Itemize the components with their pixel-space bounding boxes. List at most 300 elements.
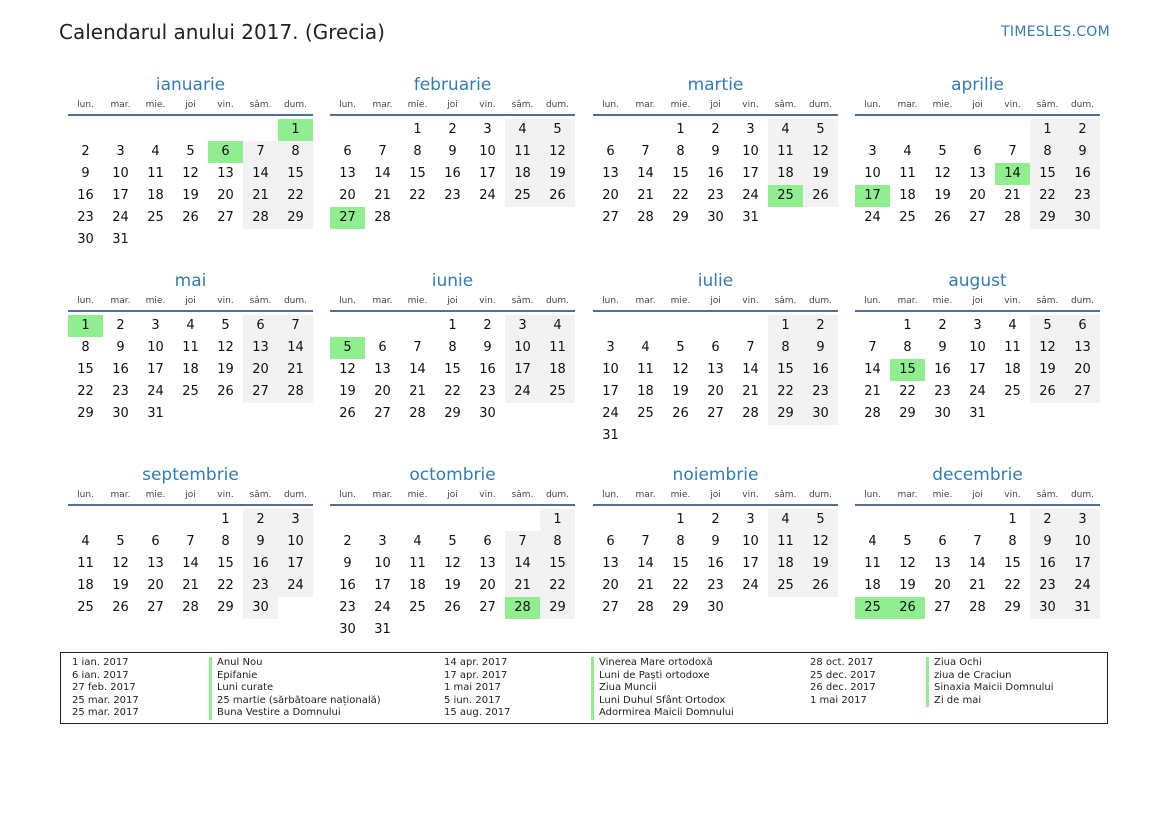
day-cell: 13 bbox=[339, 166, 356, 181]
weekday-label: vin. bbox=[479, 100, 496, 110]
day-cell: 6 bbox=[973, 144, 982, 159]
empty-cell bbox=[243, 119, 278, 141]
weekday-label: lun. bbox=[864, 100, 881, 110]
weekday-label: sâm. bbox=[1036, 100, 1059, 110]
day-cell: 22 bbox=[1004, 578, 1021, 593]
holiday-cell: 26 bbox=[890, 597, 925, 619]
weekday-label: lun. bbox=[339, 100, 356, 110]
day-cell: 25 bbox=[637, 406, 654, 421]
month-name: martie bbox=[687, 75, 744, 95]
day-cell: 15 bbox=[540, 553, 575, 575]
empty-cell bbox=[593, 119, 628, 141]
empty-cell bbox=[68, 509, 103, 531]
empty-cell bbox=[365, 119, 400, 141]
day-cell: 21 bbox=[1004, 188, 1021, 203]
weekday-label: vin. bbox=[742, 296, 759, 306]
empty-cell bbox=[628, 119, 663, 141]
day-grid bbox=[593, 116, 838, 229]
weekday-label: mar. bbox=[110, 490, 131, 500]
month-martie bbox=[593, 72, 838, 229]
day-cell: 10 bbox=[479, 144, 496, 159]
day-cell: 15 bbox=[768, 359, 803, 381]
day-cell: 16 bbox=[479, 362, 496, 377]
day-cell: 21 bbox=[969, 578, 986, 593]
day-cell: 12 bbox=[1030, 337, 1065, 359]
legend-holiday-name: Sinaxia Maicii Domnului bbox=[926, 682, 1054, 695]
day-cell: 4 bbox=[641, 340, 650, 355]
day-cell: 20 bbox=[243, 359, 278, 381]
empty-cell bbox=[365, 509, 400, 531]
weekday-label: sâm. bbox=[774, 490, 797, 500]
day-grid bbox=[855, 116, 1100, 229]
weekday-label: dum. bbox=[283, 296, 308, 306]
day-cell: 29 bbox=[672, 600, 689, 615]
day-cell: 11 bbox=[505, 141, 540, 163]
legend-holiday-name: Buna Vestire a Domnului bbox=[209, 707, 381, 720]
weekday-label: vin. bbox=[479, 296, 496, 306]
holiday-legend bbox=[60, 652, 1108, 724]
day-cell: 2 bbox=[803, 315, 838, 337]
day-cell: 13 bbox=[374, 362, 391, 377]
weekday-header bbox=[330, 294, 575, 312]
empty-cell bbox=[890, 119, 925, 141]
month-iulie bbox=[593, 268, 838, 447]
day-cell: 17 bbox=[147, 362, 164, 377]
day-cell: 7 bbox=[505, 531, 540, 553]
month-name: ianuarie bbox=[155, 75, 226, 95]
day-cell: 26 bbox=[672, 406, 689, 421]
day-cell: 19 bbox=[803, 553, 838, 575]
day-cell: 25 bbox=[768, 575, 803, 597]
day-cell: 30 bbox=[707, 600, 724, 615]
weekday-label: dum. bbox=[1070, 100, 1095, 110]
legend-names bbox=[209, 657, 381, 720]
day-cell: 15 bbox=[217, 556, 234, 571]
day-cell: 2 bbox=[483, 318, 492, 333]
day-cell: 29 bbox=[540, 597, 575, 619]
day-cell: 21 bbox=[637, 578, 654, 593]
weekday-label: mar. bbox=[635, 490, 656, 500]
day-cell: 24 bbox=[1065, 575, 1100, 597]
day-cell: 8 bbox=[540, 531, 575, 553]
day-cell: 22 bbox=[672, 578, 689, 593]
day-cell: 1 bbox=[221, 512, 230, 527]
month-name: februarie bbox=[413, 75, 492, 95]
empty-cell bbox=[435, 509, 470, 531]
weekday-label: sâm. bbox=[774, 296, 797, 306]
legend-holiday-name: Luni de Paști ortodoxe bbox=[591, 670, 734, 683]
day-cell: 4 bbox=[81, 534, 90, 549]
day-cell: 15 bbox=[444, 362, 461, 377]
day-cell: 24 bbox=[112, 210, 129, 225]
empty-cell bbox=[173, 119, 208, 141]
day-cell: 31 bbox=[147, 406, 164, 421]
month-name: august bbox=[948, 271, 1007, 291]
weekday-header bbox=[593, 294, 838, 312]
day-cell: 6 bbox=[606, 144, 615, 159]
month-noiembrie bbox=[593, 462, 838, 619]
day-cell: 26 bbox=[444, 600, 461, 615]
weekday-label: mar. bbox=[635, 296, 656, 306]
month-august bbox=[855, 268, 1100, 425]
day-cell: 22 bbox=[444, 384, 461, 399]
day-cell: 6 bbox=[711, 340, 720, 355]
day-cell: 13 bbox=[479, 556, 496, 571]
weekday-header bbox=[68, 488, 313, 506]
weekday-label: joi bbox=[972, 490, 983, 500]
day-cell: 7 bbox=[641, 534, 650, 549]
weekday-label: joi bbox=[185, 490, 196, 500]
weekday-label: joi bbox=[447, 100, 458, 110]
day-cell: 7 bbox=[746, 340, 755, 355]
site-link[interactable]: TIMESLES.COM bbox=[1001, 24, 1110, 40]
weekday-label: dum. bbox=[1070, 296, 1095, 306]
day-cell: 20 bbox=[602, 578, 619, 593]
empty-cell bbox=[855, 315, 890, 337]
day-cell: 8 bbox=[81, 340, 90, 355]
weekday-label: mie. bbox=[932, 100, 953, 110]
legend-date: 25 mar. 2017 bbox=[72, 707, 139, 719]
day-cell: 3 bbox=[151, 318, 160, 333]
empty-cell bbox=[330, 119, 365, 141]
day-cell: 5 bbox=[540, 119, 575, 141]
legend-holiday-name: Luni Duhul Sfânt Ortodox bbox=[591, 695, 734, 708]
day-cell: 6 bbox=[1065, 315, 1100, 337]
day-cell: 11 bbox=[1004, 340, 1021, 355]
legend-holiday-name: ziua de Craciun bbox=[926, 670, 1054, 683]
day-cell: 1 bbox=[540, 509, 575, 531]
day-cell: 14 bbox=[505, 553, 540, 575]
day-cell: 19 bbox=[1030, 359, 1065, 381]
weekday-label: lun. bbox=[602, 100, 619, 110]
legend-date: 26 dec. 2017 bbox=[810, 682, 876, 694]
weekday-label: vin. bbox=[217, 100, 234, 110]
day-cell: 18 bbox=[147, 188, 164, 203]
day-cell: 1 bbox=[413, 122, 422, 137]
day-cell: 23 bbox=[479, 384, 496, 399]
weekday-label: vin. bbox=[742, 490, 759, 500]
day-cell: 26 bbox=[339, 406, 356, 421]
day-cell: 9 bbox=[243, 531, 278, 553]
day-cell: 13 bbox=[969, 166, 986, 181]
weekday-label: sâm. bbox=[511, 100, 534, 110]
month-name: iunie bbox=[431, 271, 474, 291]
day-cell: 1 bbox=[448, 318, 457, 333]
day-cell: 29 bbox=[768, 403, 803, 425]
day-grid bbox=[593, 506, 838, 619]
weekday-label: joi bbox=[185, 100, 196, 110]
day-cell: 7 bbox=[413, 340, 422, 355]
weekday-label: mar. bbox=[897, 296, 918, 306]
day-cell: 22 bbox=[899, 384, 916, 399]
weekday-label: mar. bbox=[110, 100, 131, 110]
day-cell: 29 bbox=[1004, 600, 1021, 615]
weekday-header bbox=[855, 98, 1100, 116]
day-cell: 8 bbox=[448, 340, 457, 355]
holiday-cell: 5 bbox=[330, 337, 365, 359]
holiday-cell: 1 bbox=[68, 315, 103, 337]
day-cell: 9 bbox=[448, 144, 457, 159]
legend-holiday-name: Adormirea Maicii Domnului bbox=[591, 707, 734, 720]
day-cell: 30 bbox=[479, 406, 496, 421]
empty-cell bbox=[925, 509, 960, 531]
day-cell: 30 bbox=[1065, 207, 1100, 229]
day-cell: 5 bbox=[676, 340, 685, 355]
empty-cell bbox=[663, 315, 698, 337]
weekday-label: mie. bbox=[407, 296, 428, 306]
legend-date: 1 mai 2017 bbox=[810, 694, 867, 706]
day-cell: 19 bbox=[803, 163, 838, 185]
day-cell: 16 bbox=[934, 362, 951, 377]
day-cell: 23 bbox=[339, 600, 356, 615]
day-cell: 2 bbox=[1030, 509, 1065, 531]
day-cell: 17 bbox=[505, 359, 540, 381]
day-cell: 30 bbox=[1030, 597, 1065, 619]
day-cell: 27 bbox=[1065, 381, 1100, 403]
weekday-header bbox=[330, 488, 575, 506]
day-cell: 7 bbox=[641, 144, 650, 159]
day-cell: 25 bbox=[899, 210, 916, 225]
legend-names bbox=[926, 657, 1054, 707]
day-cell: 3 bbox=[378, 534, 387, 549]
month-name: mai bbox=[174, 271, 207, 291]
day-cell: 25 bbox=[1004, 384, 1021, 399]
weekday-label: dum. bbox=[1070, 490, 1095, 500]
legend-date: 25 mar. 2017 bbox=[72, 694, 139, 706]
legend-holiday-name: 25 martie (sărbătoare națională) bbox=[209, 695, 381, 708]
day-cell: 28 bbox=[278, 381, 313, 403]
weekday-label: mie. bbox=[407, 100, 428, 110]
holiday-cell: 25 bbox=[855, 597, 890, 619]
day-cell: 2 bbox=[81, 144, 90, 159]
day-cell: 25 bbox=[540, 381, 575, 403]
day-cell: 15 bbox=[1004, 556, 1021, 571]
weekday-label: mar. bbox=[110, 296, 131, 306]
day-cell: 6 bbox=[243, 315, 278, 337]
day-cell: 13 bbox=[934, 556, 951, 571]
day-cell: 21 bbox=[505, 575, 540, 597]
day-cell: 21 bbox=[864, 384, 881, 399]
day-cell: 1 bbox=[676, 512, 685, 527]
legend-dates bbox=[444, 657, 511, 720]
empty-cell bbox=[208, 119, 243, 141]
day-cell: 16 bbox=[444, 166, 461, 181]
weekday-label: joi bbox=[710, 490, 721, 500]
day-cell: 5 bbox=[803, 119, 838, 141]
day-cell: 13 bbox=[1065, 337, 1100, 359]
day-cell: 2 bbox=[243, 509, 278, 531]
day-cell: 26 bbox=[540, 185, 575, 207]
day-cell: 28 bbox=[969, 600, 986, 615]
weekday-label: dum. bbox=[545, 296, 570, 306]
day-grid bbox=[68, 506, 313, 619]
day-cell: 12 bbox=[182, 166, 199, 181]
day-cell: 8 bbox=[1030, 141, 1065, 163]
weekday-label: mar. bbox=[372, 490, 393, 500]
day-cell: 13 bbox=[243, 337, 278, 359]
empty-cell bbox=[855, 509, 890, 531]
day-cell: 6 bbox=[343, 144, 352, 159]
day-cell: 6 bbox=[938, 534, 947, 549]
day-cell: 2 bbox=[938, 318, 947, 333]
day-cell: 4 bbox=[186, 318, 195, 333]
weekday-label: mie. bbox=[145, 490, 166, 500]
day-cell: 21 bbox=[278, 359, 313, 381]
day-cell: 9 bbox=[343, 556, 352, 571]
day-cell: 11 bbox=[409, 556, 426, 571]
day-cell: 19 bbox=[540, 163, 575, 185]
day-cell: 17 bbox=[479, 166, 496, 181]
day-cell: 21 bbox=[742, 384, 759, 399]
weekday-label: sâm. bbox=[774, 100, 797, 110]
empty-cell bbox=[138, 509, 173, 531]
day-cell: 31 bbox=[742, 210, 759, 225]
day-grid bbox=[68, 312, 313, 425]
legend-date: 14 apr. 2017 bbox=[444, 657, 508, 668]
weekday-label: vin. bbox=[1004, 490, 1021, 500]
day-cell: 11 bbox=[77, 556, 94, 571]
weekday-header bbox=[593, 488, 838, 506]
weekday-label: lun. bbox=[339, 490, 356, 500]
day-cell: 5 bbox=[221, 318, 230, 333]
day-cell: 27 bbox=[602, 210, 619, 225]
day-cell: 17 bbox=[742, 166, 759, 181]
day-cell: 15 bbox=[672, 556, 689, 571]
day-cell: 31 bbox=[112, 232, 129, 247]
legend-holiday-name: Ziua Ochi bbox=[926, 657, 1054, 670]
legend-holiday-name: Vinerea Mare ortodoxă bbox=[591, 657, 734, 670]
day-cell: 3 bbox=[1065, 509, 1100, 531]
day-cell: 18 bbox=[409, 578, 426, 593]
day-cell: 7 bbox=[868, 340, 877, 355]
day-cell: 25 bbox=[182, 384, 199, 399]
day-cell: 12 bbox=[112, 556, 129, 571]
day-cell: 11 bbox=[182, 340, 199, 355]
legend-date: 27 feb. 2017 bbox=[72, 682, 136, 694]
day-cell: 21 bbox=[409, 384, 426, 399]
day-cell: 25 bbox=[147, 210, 164, 225]
legend-date: 5 iun. 2017 bbox=[444, 694, 501, 706]
month-septembrie bbox=[68, 462, 313, 619]
month-decembrie bbox=[855, 462, 1100, 619]
day-cell: 10 bbox=[969, 340, 986, 355]
day-cell: 16 bbox=[707, 556, 724, 571]
day-grid bbox=[855, 506, 1100, 619]
day-cell: 10 bbox=[1065, 531, 1100, 553]
weekday-label: mie. bbox=[670, 490, 691, 500]
weekday-label: joi bbox=[710, 296, 721, 306]
day-cell: 29 bbox=[672, 210, 689, 225]
day-cell: 25 bbox=[409, 600, 426, 615]
weekday-label: vin. bbox=[217, 490, 234, 500]
day-cell: 13 bbox=[602, 556, 619, 571]
day-cell: 28 bbox=[409, 406, 426, 421]
weekday-header bbox=[855, 488, 1100, 506]
legend-date: 17 apr. 2017 bbox=[444, 669, 508, 681]
day-cell: 23 bbox=[112, 384, 129, 399]
day-cell: 1 bbox=[1008, 512, 1017, 527]
day-cell: 12 bbox=[934, 166, 951, 181]
day-cell: 10 bbox=[864, 166, 881, 181]
weekday-label: dum. bbox=[545, 490, 570, 500]
legend-date: 1 ian. 2017 bbox=[72, 657, 129, 668]
day-cell: 8 bbox=[1008, 534, 1017, 549]
empty-cell bbox=[698, 315, 733, 337]
weekday-label: mar. bbox=[897, 490, 918, 500]
day-cell: 22 bbox=[540, 575, 575, 597]
day-cell: 24 bbox=[602, 406, 619, 421]
empty-cell bbox=[855, 119, 890, 141]
day-cell: 24 bbox=[374, 600, 391, 615]
legend-date: 1 mai 2017 bbox=[444, 682, 501, 694]
day-cell: 9 bbox=[81, 166, 90, 181]
weekday-label: dum. bbox=[808, 100, 833, 110]
month-octombrie bbox=[330, 462, 575, 641]
day-cell: 19 bbox=[672, 384, 689, 399]
day-cell: 3 bbox=[606, 340, 615, 355]
day-cell: 14 bbox=[637, 556, 654, 571]
day-cell: 1 bbox=[1030, 119, 1065, 141]
empty-cell bbox=[365, 315, 400, 337]
day-cell: 14 bbox=[409, 362, 426, 377]
legend-date: 25 dec. 2017 bbox=[810, 669, 876, 681]
day-cell: 31 bbox=[602, 428, 619, 443]
weekday-label: dum. bbox=[808, 490, 833, 500]
day-cell: 22 bbox=[278, 185, 313, 207]
day-cell: 8 bbox=[278, 141, 313, 163]
day-cell: 20 bbox=[147, 578, 164, 593]
day-cell: 15 bbox=[278, 163, 313, 185]
day-cell: 24 bbox=[147, 384, 164, 399]
legend-names bbox=[591, 657, 734, 720]
day-cell: 29 bbox=[77, 406, 94, 421]
weekday-label: sâm. bbox=[1036, 296, 1059, 306]
day-cell: 12 bbox=[672, 362, 689, 377]
day-cell: 2 bbox=[116, 318, 125, 333]
day-grid bbox=[68, 116, 313, 251]
day-cell: 22 bbox=[409, 188, 426, 203]
day-cell: 18 bbox=[768, 163, 803, 185]
day-cell: 10 bbox=[147, 340, 164, 355]
day-cell: 10 bbox=[602, 362, 619, 377]
weekday-label: lun. bbox=[602, 490, 619, 500]
day-cell: 18 bbox=[768, 553, 803, 575]
day-cell: 23 bbox=[803, 381, 838, 403]
weekday-label: lun. bbox=[77, 296, 94, 306]
day-cell: 17 bbox=[112, 188, 129, 203]
day-cell: 22 bbox=[1030, 185, 1065, 207]
day-cell: 15 bbox=[409, 166, 426, 181]
holiday-cell: 17 bbox=[855, 185, 890, 207]
legend-holiday-name: Zi de mai bbox=[926, 695, 1054, 708]
weekday-label: mie. bbox=[407, 490, 428, 500]
day-cell: 21 bbox=[374, 188, 391, 203]
day-cell: 21 bbox=[637, 188, 654, 203]
weekday-label: joi bbox=[972, 296, 983, 306]
day-cell: 22 bbox=[217, 578, 234, 593]
day-cell: 30 bbox=[339, 622, 356, 637]
day-cell: 17 bbox=[278, 553, 313, 575]
weekday-label: dum. bbox=[283, 490, 308, 500]
day-cell: 14 bbox=[243, 163, 278, 185]
day-cell: 12 bbox=[339, 362, 356, 377]
day-cell: 2 bbox=[1065, 119, 1100, 141]
weekday-label: sâm. bbox=[1036, 490, 1059, 500]
day-cell: 26 bbox=[112, 600, 129, 615]
weekday-label: joi bbox=[447, 490, 458, 500]
day-cell: 9 bbox=[938, 340, 947, 355]
day-cell: 19 bbox=[899, 578, 916, 593]
